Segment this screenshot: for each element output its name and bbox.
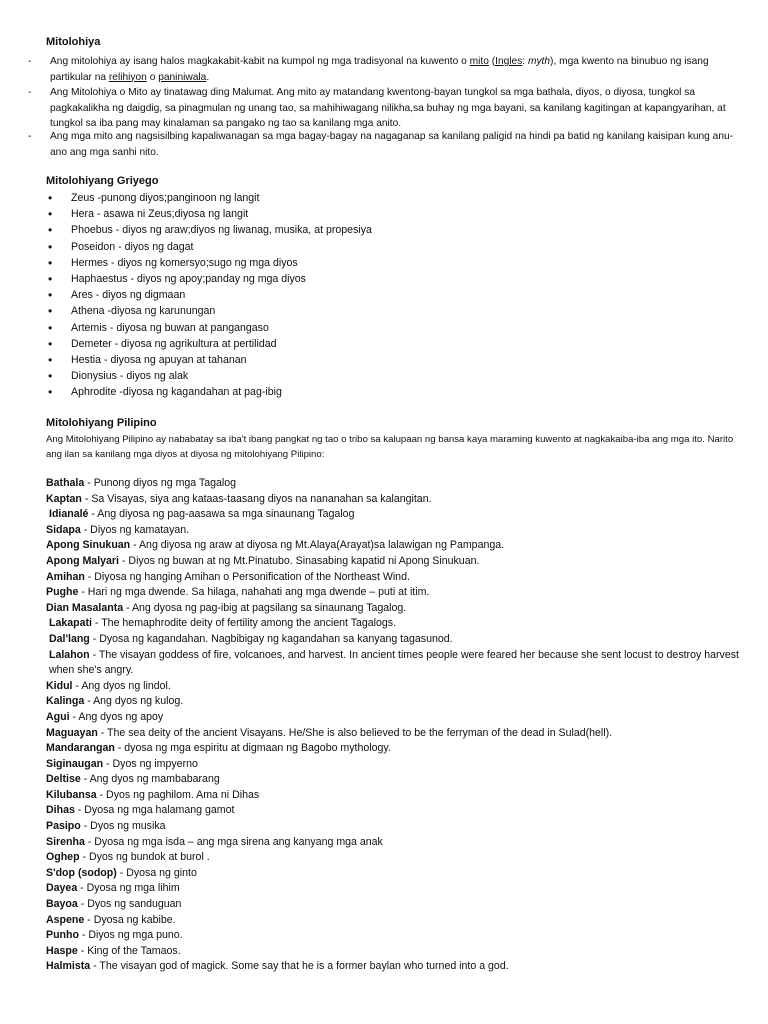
deity-entry <box>46 881 758 897</box>
deity-entry <box>46 772 758 788</box>
text-span: ( <box>488 56 496 67</box>
deity-description: - Dyos ng musika <box>80 820 166 833</box>
deity-description: - Diyos ng buwan at ng Mt.Pinatubo. Sinasabing kapatid ni Apong Sinukuan. <box>119 554 480 567</box>
text-span: . <box>206 71 210 83</box>
link-term[interactable]: paniniwala <box>158 71 207 83</box>
deity-name: S'dop (sodop) <box>46 866 117 879</box>
deity-description: - King of the Tamaos. <box>77 944 181 957</box>
deity-description: - dyosa ng mga espiritu at digmaan ng Bagobo mythology. <box>114 742 391 755</box>
deity-description: - Hari ng mga dwende. Sa hilaga, nahahati ang mga dwende – puti at itim. <box>78 586 430 599</box>
deity-name: Kilubansa <box>46 788 97 801</box>
deity-name: Dian Masalanta <box>46 601 124 614</box>
deity-description: - Ang dyos ng lindol. <box>72 679 171 692</box>
greek-god-item: • Hera - asawa ni Zeus;diyosa ng langit <box>46 206 372 222</box>
deity-entry <box>46 850 758 866</box>
deity-description: - Ang dyos ng mambabarang <box>80 773 220 786</box>
deity-entry <box>46 866 758 882</box>
deity-name: Kalinga <box>46 695 85 708</box>
deity-entry <box>46 959 758 975</box>
deity-entry <box>46 507 758 523</box>
text-span: o <box>146 71 159 83</box>
paragraph-text <box>50 85 750 132</box>
deity-entry <box>46 554 758 570</box>
text-span: Ang mga mito ang nagsisilbing kapaliwanagan sa mga bagay-bagay na nagaganap sa kanilang paligid na hindi pa batid ng kanilang kaisipan kung anu-ano ang mga sanhi nito. <box>50 131 734 158</box>
deity-entry <box>46 538 758 554</box>
greek-god-item: • Zeus -punong diyos;panginoon ng langit <box>46 190 372 206</box>
deity-description: - The visayan goddess of fire, volcanoes, and harvest. In ancient times people were feared her because she sent locust to destroy harvest when she's angry. <box>49 648 739 677</box>
deity-description: - Dyosa ng mga lihim <box>77 882 180 895</box>
deity-description: - Sa Visayas, siya ang kataas-taasang diyos na nananahan sa kalangitan. <box>81 492 432 505</box>
deity-name: Dihas <box>46 804 75 817</box>
deity-name: Kidul <box>46 679 73 692</box>
deity-description: - Diyos ng mga puno. <box>78 929 183 942</box>
text-span: Ang mitolohiya ay isang halos magkakabit-kabit na kumpol ng mga tradisyonal na kuwento o <box>50 56 470 67</box>
deity-description: - Dyosa ng mga isda – ang mga sirena ang kanyang mga anak <box>84 835 383 848</box>
deity-entry <box>46 897 758 913</box>
deity-entry <box>46 928 758 944</box>
greek-god-item: • Haphaestus - diyos ng apoy;panday ng mga diyos <box>46 271 372 287</box>
dash-marker: - <box>28 56 32 67</box>
link-term[interactable]: Ingles <box>495 56 523 67</box>
link-term[interactable]: mito <box>469 56 489 67</box>
deity-entry <box>46 492 758 508</box>
deity-name: Sirenha <box>46 835 85 848</box>
deity-name: Aspene <box>46 913 85 926</box>
text-span: : <box>522 56 528 67</box>
deity-description: - Dyosa ng mga halamang gamot <box>74 804 235 817</box>
section-title-mitolohiya: Mitolohiya <box>46 36 101 48</box>
deity-name: Mandarangan <box>46 742 115 755</box>
greek-god-item: • Phoebus - diyos ng araw;diyos ng liwanag, musika, at propesiya <box>46 222 372 238</box>
deity-name: Haspe <box>46 944 78 957</box>
deity-description: - Dyosa ng kagandahan. Nagbibigay ng kagandahan sa kanyang tagasunod. <box>89 632 453 645</box>
deity-name: Maguayan <box>46 726 98 739</box>
deity-name: Deltise <box>46 773 81 786</box>
deity-entry <box>46 913 758 929</box>
deity-name: Apong Malyari <box>46 554 119 567</box>
deity-description: - Diyos ng kamatayan. <box>80 523 190 536</box>
deity-description: - Dyos ng bundok at burol . <box>79 851 210 864</box>
greek-god-item: • Aphrodite -diyosa ng kagandahan at pag-ibig <box>46 384 372 400</box>
text-span: myth <box>527 56 551 67</box>
deity-entry <box>46 616 758 632</box>
deity-name: Sidapa <box>46 523 81 536</box>
greek-god-item: • Ares - diyos ng digmaan <box>46 287 372 303</box>
deity-description: - Dyos ng paghilom. Ama ni Dihas <box>96 788 260 801</box>
deity-description: - The hemaphrodite deity of fertility among the ancient Tagalogs. <box>91 617 397 630</box>
deity-entry <box>46 803 758 819</box>
paragraph-text <box>50 54 750 85</box>
deity-description: - Ang dyos ng kulog. <box>84 695 184 708</box>
deity-entry <box>46 710 758 726</box>
deity-name: Lalahon <box>49 648 90 661</box>
deity-name: Lakapati <box>49 617 92 630</box>
dash-marker: - <box>28 87 32 98</box>
deity-name: Oghep <box>46 851 80 864</box>
deity-entry <box>46 523 758 539</box>
deity-entry <box>46 570 758 586</box>
deity-description: - Ang diyosa ng pag-aasawa sa mga sinaunang Tagalog <box>88 508 355 521</box>
deity-entry <box>46 788 758 804</box>
deity-entry <box>46 476 758 492</box>
greek-god-item: • Poseidon - diyos ng dagat <box>46 239 372 255</box>
deity-entry <box>46 632 758 648</box>
paragraph-text <box>50 129 750 160</box>
deity-name: Kaptan <box>46 492 82 505</box>
deity-name: Bathala <box>46 477 85 489</box>
deity-description: - Punong diyos ng mga Tagalog <box>84 477 237 489</box>
link-term[interactable]: relihiyon <box>108 71 147 83</box>
greek-god-item: • Artemis - diyosa ng buwan at pangangaso <box>46 320 372 336</box>
deity-entry <box>46 757 758 773</box>
deity-entry <box>46 726 758 742</box>
deity-name: Dayea <box>46 882 78 895</box>
deity-entry <box>46 694 758 710</box>
deity-name: Agui <box>46 710 70 723</box>
greek-god-item: • Athena -diyosa ng karunungan <box>46 303 372 319</box>
deity-entry <box>46 648 758 679</box>
deity-name: Bayoa <box>46 898 78 911</box>
pilipino-intro: Ang Mitolohiyang Pilipino ay nababatay sa iba't ibang pangkat ng tao o tribo sa kalupaan ng bansa kaya maraming kuwento at nagkakaiba-iba ang mga ito. Narito ang ilan sa kanilang mga diyos at diyosa ng mitolohiyang Pilipino: <box>46 434 734 460</box>
deity-entry <box>46 601 758 617</box>
deity-description: - Ang diyosa ng araw at diyosa ng Mt.Alaya(Arayat)sa lalawigan ng Pampanga. <box>130 539 505 552</box>
section-title-pilipino: Mitolohiyang Pilipino <box>46 417 157 429</box>
greek-god-item: • Demeter - diyosa ng agrikultura at pertilidad <box>46 336 372 352</box>
deity-description: - The visayan god of magick. Some say that he is a former baylan who turned into a god. <box>90 960 509 973</box>
greek-god-item: • Hestia - diyosa ng apuyan at tahanan <box>46 352 372 368</box>
section-title-griyego: Mitolohiyang Griyego <box>46 175 159 187</box>
deity-entry <box>46 741 758 757</box>
deity-description: - Dyos ng impyerno <box>103 757 198 770</box>
deity-description: - The sea deity of the ancient Visayans. He/She is also believed to be the ferryman of the dead in Sulad(hell). <box>97 726 613 739</box>
filipino-deities-list <box>46 476 758 975</box>
deity-name: Punho <box>46 929 79 942</box>
deity-name: Idianalé <box>49 508 89 521</box>
greek-god-item: • Hermes - diyos ng komersyo;sugo ng mga diyos <box>46 255 372 271</box>
deity-description: - Ang dyos ng apoy <box>69 710 164 723</box>
deity-name: Halmista <box>46 960 91 973</box>
text-span: ), mga kwento na binubuo ng isang partikular na <box>50 56 709 83</box>
deity-description: - Diyosa ng hanging Amihan o Personification of the Northeast Wind. <box>84 570 410 583</box>
deity-entry <box>46 679 758 695</box>
greek-gods-list <box>46 190 372 400</box>
deity-name: Siginaugan <box>46 757 104 770</box>
deity-description: - Dyosa ng kabibe. <box>84 913 176 926</box>
text-span: Ang Mitolohiya o Mito ay tinatawag ding Malumat. Ang mito ay matandang kwentong-bayan tungkol sa mga bathala, diyos, o diyosa, tungkol sa pagkakalikha ng daigdig, sa pinagmulan ng unang tao, sa mahihiwagang nilikha,sa buhay ng mga bayani, sa kanilang kagitingan at kapangyarihan, at tungkol sa iba pang may kinalaman sa pangako ng tao sa kanilang mga anito. <box>50 87 726 129</box>
dash-marker: - <box>28 131 32 142</box>
deity-name: Pasipo <box>46 820 81 833</box>
deity-name: Apong Sinukuan <box>46 539 131 552</box>
deity-description: - Ang dyosa ng pag-ibig at pagsilang sa sinaunang Tagalog. <box>123 601 407 614</box>
deity-description: - Dyos ng sanduguan <box>77 898 182 911</box>
deity-entry <box>46 819 758 835</box>
deity-entry <box>46 835 758 851</box>
deity-entry <box>46 944 758 960</box>
deity-name: Pughe <box>46 586 79 599</box>
deity-entry <box>46 585 758 601</box>
deity-description: - Dyosa ng ginto <box>116 866 197 879</box>
deity-name: Dal'lang <box>49 632 90 645</box>
deity-name: Amihan <box>46 570 85 583</box>
greek-god-item: • Dionysius - diyos ng alak <box>46 368 372 384</box>
